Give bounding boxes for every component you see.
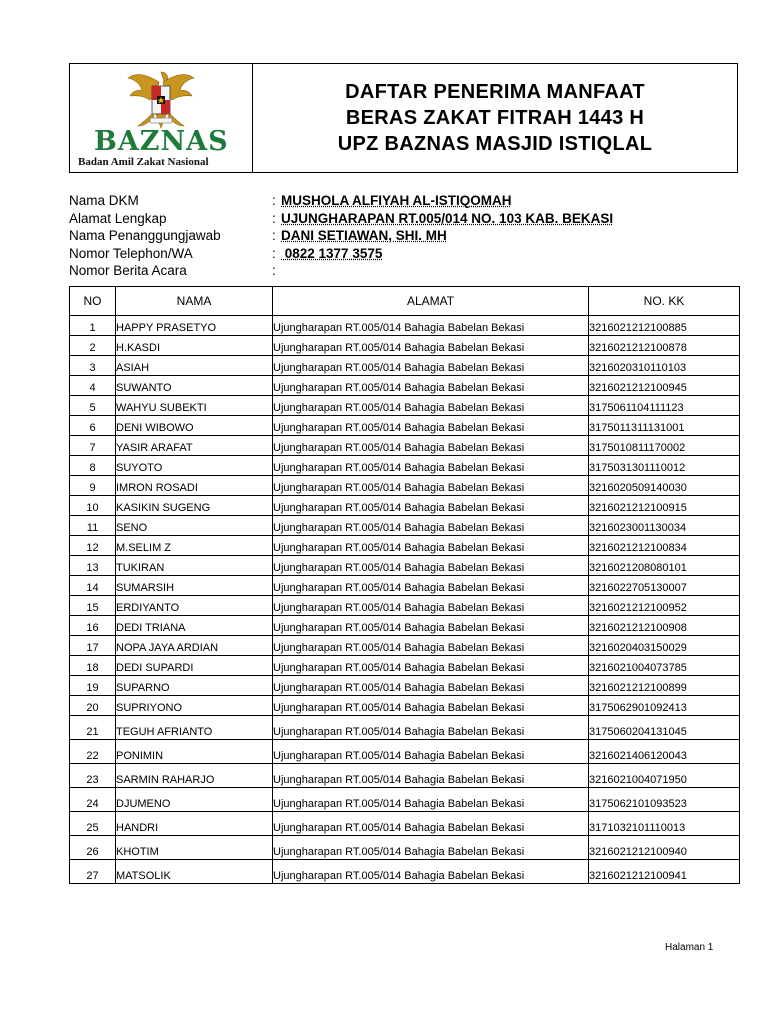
recipient-table bbox=[69, 286, 740, 884]
cell-kk: 3216021212100915 bbox=[589, 496, 740, 516]
cell-nama: ERDIYANTO bbox=[116, 596, 273, 616]
info-value: UJUNGHARAPAN RT.005/014 NO. 103 KAB. BEKASI bbox=[281, 210, 614, 226]
info-colon: : bbox=[272, 263, 276, 278]
table-row bbox=[70, 676, 740, 696]
table-row bbox=[70, 740, 740, 764]
table-row bbox=[70, 596, 740, 616]
cell-no: 20 bbox=[70, 696, 116, 716]
cell-alamat: Ujungharapan RT.005/014 Bahagia Babelan Bekasi bbox=[273, 656, 589, 676]
info-colon: : bbox=[272, 210, 276, 226]
cell-alamat: Ujungharapan RT.005/014 Bahagia Babelan Bekasi bbox=[273, 336, 589, 356]
cell-kk: 3171032101110013 bbox=[589, 812, 740, 836]
info-row-penanggungjawab bbox=[69, 227, 709, 245]
cell-nama: DENI WIBOWO bbox=[116, 416, 273, 436]
cell-no: 2 bbox=[70, 336, 116, 356]
cell-alamat: Ujungharapan RT.005/014 Bahagia Babelan Bekasi bbox=[273, 740, 589, 764]
cell-alamat: Ujungharapan RT.005/014 Bahagia Babelan Bekasi bbox=[273, 376, 589, 396]
logo-wordmark: BAZNAS bbox=[94, 126, 229, 157]
table-row bbox=[70, 860, 740, 884]
cell-kk: 3175062901092413 bbox=[589, 696, 740, 716]
title-line-3: UPZ BAZNAS MASJID ISTIQLAL bbox=[337, 133, 653, 155]
cell-no: 22 bbox=[70, 740, 116, 764]
page-number: Halaman 1 bbox=[665, 942, 714, 953]
cell-no: 13 bbox=[70, 556, 116, 576]
cell-alamat: Ujungharapan RT.005/014 Bahagia Babelan Bekasi bbox=[273, 616, 589, 636]
table-row bbox=[70, 356, 740, 376]
cell-alamat: Ujungharapan RT.005/014 Bahagia Babelan Bekasi bbox=[273, 576, 589, 596]
cell-kk: 3175062101093523 bbox=[589, 788, 740, 812]
cell-alamat: Ujungharapan RT.005/014 Bahagia Babelan Bekasi bbox=[273, 556, 589, 576]
info-row-nama-dkm bbox=[69, 192, 709, 210]
column-header-nama: NAMA bbox=[116, 287, 273, 316]
info-row-telephon bbox=[69, 245, 709, 263]
cell-no: 24 bbox=[70, 788, 116, 812]
cell-nama: SENO bbox=[116, 516, 273, 536]
column-header-no: NO bbox=[70, 287, 116, 316]
cell-alamat: Ujungharapan RT.005/014 Bahagia Babelan Bekasi bbox=[273, 788, 589, 812]
cell-alamat: Ujungharapan RT.005/014 Bahagia Babelan Bekasi bbox=[273, 516, 589, 536]
cell-kk: 3216021212100908 bbox=[589, 616, 740, 636]
cell-alamat: Ujungharapan RT.005/014 Bahagia Babelan Bekasi bbox=[273, 812, 589, 836]
cell-nama: DEDI SUPARDI bbox=[116, 656, 273, 676]
table-row bbox=[70, 576, 740, 596]
table-row bbox=[70, 696, 740, 716]
table-body bbox=[70, 316, 740, 884]
cell-alamat: Ujungharapan RT.005/014 Bahagia Babelan Bekasi bbox=[273, 696, 589, 716]
cell-alamat: Ujungharapan RT.005/014 Bahagia Babelan Bekasi bbox=[273, 456, 589, 476]
cell-kk: 3216021212100952 bbox=[589, 596, 740, 616]
cell-nama: YASIR ARAFAT bbox=[116, 436, 273, 456]
cell-kk: 3216022705130007 bbox=[589, 576, 740, 596]
cell-nama: MATSOLIK bbox=[116, 860, 273, 884]
cell-no: 19 bbox=[70, 676, 116, 696]
table-row bbox=[70, 716, 740, 740]
table-row bbox=[70, 316, 740, 336]
cell-kk: 3175010811170002 bbox=[589, 436, 740, 456]
info-colon: : bbox=[272, 245, 276, 261]
info-row-berita-acara bbox=[69, 262, 709, 280]
cell-alamat: Ujungharapan RT.005/014 Bahagia Babelan Bekasi bbox=[273, 716, 589, 740]
cell-no: 10 bbox=[70, 496, 116, 516]
document-title bbox=[253, 64, 737, 172]
cell-kk: 3216023001130034 bbox=[589, 516, 740, 536]
info-colon: : bbox=[272, 228, 276, 243]
table-row bbox=[70, 656, 740, 676]
table-row bbox=[70, 636, 740, 656]
title-line-1: DAFTAR PENERIMA MANFAAT bbox=[345, 81, 645, 103]
cell-kk: 3175060204131045 bbox=[589, 716, 740, 740]
cell-no: 9 bbox=[70, 476, 116, 496]
cell-nama: SUWANTO bbox=[116, 376, 273, 396]
table-row bbox=[70, 436, 740, 456]
table-row bbox=[70, 456, 740, 476]
cell-alamat: Ujungharapan RT.005/014 Bahagia Babelan Bekasi bbox=[273, 416, 589, 436]
cell-alamat: Ujungharapan RT.005/014 Bahagia Babelan Bekasi bbox=[273, 836, 589, 860]
cell-kk: 3216021212100941 bbox=[589, 860, 740, 884]
cell-no: 14 bbox=[70, 576, 116, 596]
column-header-kk: NO. KK bbox=[589, 287, 740, 316]
cell-alamat: Ujungharapan RT.005/014 Bahagia Babelan Bekasi bbox=[273, 764, 589, 788]
garuda-emblem-icon bbox=[126, 68, 196, 130]
cell-no: 3 bbox=[70, 356, 116, 376]
info-colon: : bbox=[272, 193, 276, 208]
cell-no: 18 bbox=[70, 656, 116, 676]
cell-no: 11 bbox=[70, 516, 116, 536]
cell-no: 12 bbox=[70, 536, 116, 556]
table-row bbox=[70, 416, 740, 436]
cell-no: 16 bbox=[70, 616, 116, 636]
cell-no: 23 bbox=[70, 764, 116, 788]
table-row bbox=[70, 396, 740, 416]
cell-nama: IMRON ROSADI bbox=[116, 476, 273, 496]
cell-nama: SARMIN RAHARJO bbox=[116, 764, 273, 788]
cell-kk: 3216021004071950 bbox=[589, 764, 740, 788]
cell-kk: 3216020310110103 bbox=[589, 356, 740, 376]
table-row bbox=[70, 788, 740, 812]
cell-alamat: Ujungharapan RT.005/014 Bahagia Babelan Bekasi bbox=[273, 676, 589, 696]
table-row bbox=[70, 476, 740, 496]
cell-kk: 3216021208080101 bbox=[589, 556, 740, 576]
cell-kk: 3216021212100899 bbox=[589, 676, 740, 696]
table-row bbox=[70, 616, 740, 636]
cell-alamat: Ujungharapan RT.005/014 Bahagia Babelan Bekasi bbox=[273, 636, 589, 656]
cell-kk: 3175011311131001 bbox=[589, 416, 740, 436]
cell-kk: 3216021212100834 bbox=[589, 536, 740, 556]
cell-nama: HAPPY PRASETYO bbox=[116, 316, 273, 336]
info-row-alamat bbox=[69, 210, 709, 228]
table-header-row bbox=[70, 287, 740, 316]
table-row bbox=[70, 536, 740, 556]
cell-nama: TEGUH AFRIANTO bbox=[116, 716, 273, 740]
cell-nama: NOPA JAYA ARDIAN bbox=[116, 636, 273, 656]
cell-no: 27 bbox=[70, 860, 116, 884]
cell-no: 8 bbox=[70, 456, 116, 476]
cell-no: 6 bbox=[70, 416, 116, 436]
cell-nama: SUPARNO bbox=[116, 676, 273, 696]
info-value: 0822 1377 3575 bbox=[281, 245, 383, 261]
cell-kk: 3216021212100878 bbox=[589, 336, 740, 356]
cell-nama: H.KASDI bbox=[116, 336, 273, 356]
cell-nama: TUKIRAN bbox=[116, 556, 273, 576]
cell-no: 4 bbox=[70, 376, 116, 396]
cell-alamat: Ujungharapan RT.005/014 Bahagia Babelan Bekasi bbox=[273, 596, 589, 616]
cell-no: 17 bbox=[70, 636, 116, 656]
table-row bbox=[70, 496, 740, 516]
logo-subtitle: Badan Amil Zakat Nasional bbox=[78, 156, 209, 168]
cell-nama: M.SELIM Z bbox=[116, 536, 273, 556]
cell-kk: 3216021406120043 bbox=[589, 740, 740, 764]
cell-kk: 3175031301110012 bbox=[589, 456, 740, 476]
table-row bbox=[70, 556, 740, 576]
cell-no: 26 bbox=[70, 836, 116, 860]
cell-alamat: Ujungharapan RT.005/014 Bahagia Babelan Bekasi bbox=[273, 316, 589, 336]
table-row bbox=[70, 812, 740, 836]
cell-kk: 3216020509140030 bbox=[589, 476, 740, 496]
info-block bbox=[69, 192, 709, 280]
cell-nama: DJUMENO bbox=[116, 788, 273, 812]
cell-alamat: Ujungharapan RT.005/014 Bahagia Babelan Bekasi bbox=[273, 436, 589, 456]
cell-alamat: Ujungharapan RT.005/014 Bahagia Babelan Bekasi bbox=[273, 396, 589, 416]
column-header-alamat: ALAMAT bbox=[273, 287, 589, 316]
table-row bbox=[70, 836, 740, 860]
cell-nama: KASIKIN SUGENG bbox=[116, 496, 273, 516]
cell-nama: WAHYU SUBEKTI bbox=[116, 396, 273, 416]
info-label: Alamat Lengkap bbox=[69, 210, 167, 226]
cell-nama: ASIAH bbox=[116, 356, 273, 376]
info-label: Nomor Telephon/WA bbox=[69, 245, 193, 261]
cell-alamat: Ujungharapan RT.005/014 Bahagia Babelan Bekasi bbox=[273, 496, 589, 516]
info-label: Nama Penanggungjawab bbox=[69, 228, 221, 243]
cell-kk: 3175061104111123 bbox=[589, 396, 740, 416]
info-label: Nama DKM bbox=[69, 193, 139, 208]
cell-kk: 3216021212100940 bbox=[589, 836, 740, 860]
info-value: MUSHOLA ALFIYAH AL-ISTIQOMAH bbox=[281, 193, 512, 208]
table-row bbox=[70, 516, 740, 536]
cell-no: 21 bbox=[70, 716, 116, 740]
cell-no: 1 bbox=[70, 316, 116, 336]
cell-no: 25 bbox=[70, 812, 116, 836]
table-row bbox=[70, 336, 740, 356]
info-label: Nomor Berita Acara bbox=[69, 263, 187, 278]
cell-nama: SUPRIYONO bbox=[116, 696, 273, 716]
cell-nama: HANDRI bbox=[116, 812, 273, 836]
cell-nama: KHOTIM bbox=[116, 836, 273, 860]
info-value: DANI SETIAWAN, SHI. MH bbox=[281, 228, 447, 243]
title-line-2: BERAS ZAKAT FITRAH 1443 H bbox=[345, 107, 645, 129]
cell-nama: SUYOTO bbox=[116, 456, 273, 476]
cell-kk: 3216021004073785 bbox=[589, 656, 740, 676]
cell-alamat: Ujungharapan RT.005/014 Bahagia Babelan Bekasi bbox=[273, 356, 589, 376]
table-row bbox=[70, 376, 740, 396]
cell-no: 5 bbox=[70, 396, 116, 416]
table-row bbox=[70, 764, 740, 788]
cell-kk: 3216021212100885 bbox=[589, 316, 740, 336]
cell-kk: 3216020403150029 bbox=[589, 636, 740, 656]
cell-no: 15 bbox=[70, 596, 116, 616]
document-header bbox=[69, 63, 738, 173]
cell-nama: SUMARSIH bbox=[116, 576, 273, 596]
cell-nama: PONIMIN bbox=[116, 740, 273, 764]
cell-alamat: Ujungharapan RT.005/014 Bahagia Babelan Bekasi bbox=[273, 536, 589, 556]
cell-kk: 3216021212100945 bbox=[589, 376, 740, 396]
cell-no: 7 bbox=[70, 436, 116, 456]
cell-alamat: Ujungharapan RT.005/014 Bahagia Babelan Bekasi bbox=[273, 476, 589, 496]
baznas-logo bbox=[70, 64, 253, 172]
cell-nama: DEDI TRIANA bbox=[116, 616, 273, 636]
cell-alamat: Ujungharapan RT.005/014 Bahagia Babelan Bekasi bbox=[273, 860, 589, 884]
